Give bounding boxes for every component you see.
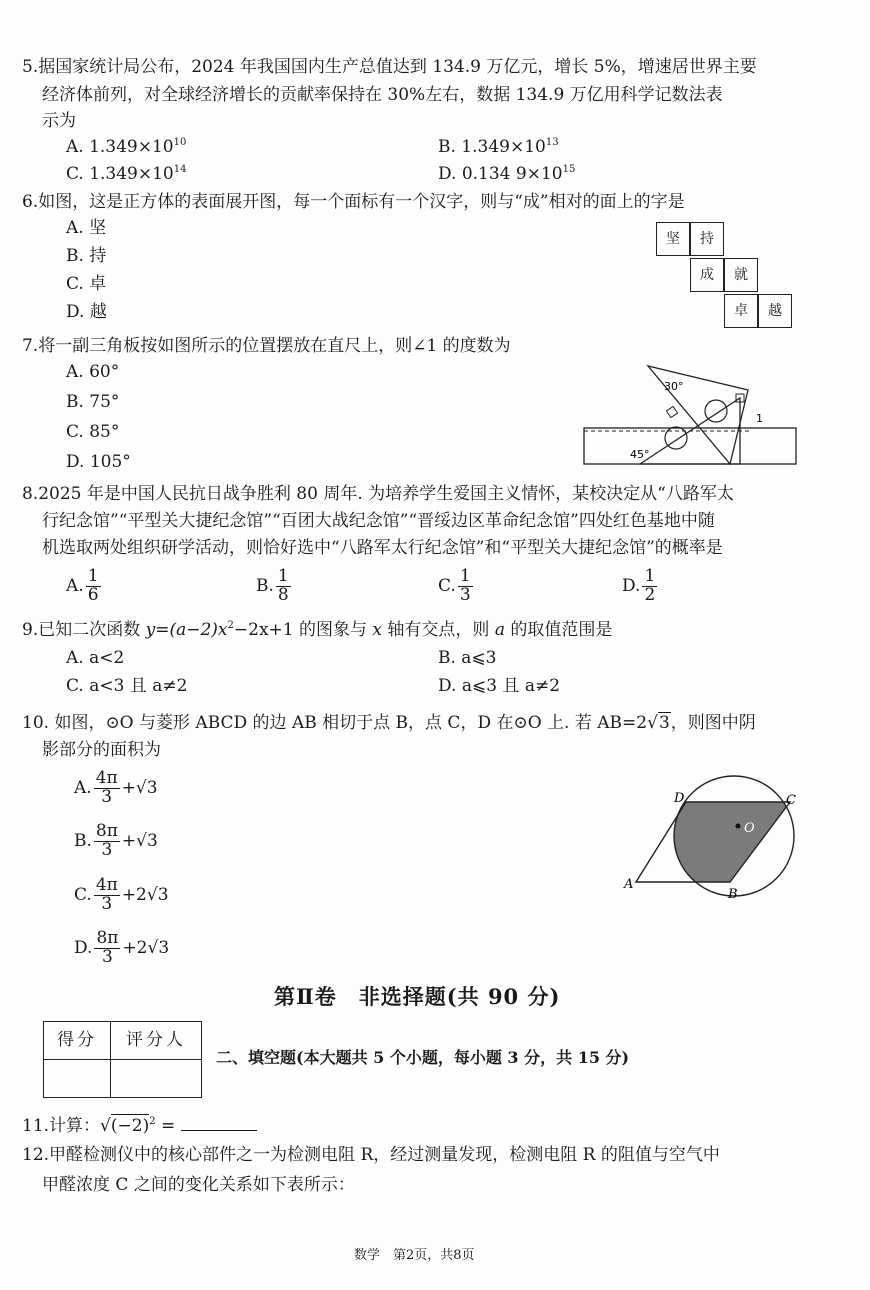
grader-cell[interactable] <box>111 1060 202 1098</box>
q10-option-a: A. $\frac{4\pi}{3}$ +√3 <box>74 768 158 807</box>
q7-option-b: B. 75° <box>66 392 120 412</box>
q10-line2: 影部分的面积为 <box>42 740 161 760</box>
q6-option-d: D. 越 <box>66 302 107 322</box>
q7-option-d: D. 105° <box>66 452 131 472</box>
q6-option-c: C. 卓 <box>66 274 107 294</box>
q10-option-d: D. $\frac{8\pi}{3}$ +2√3 <box>74 928 170 967</box>
q9-option-a: A. a<2 <box>66 648 125 668</box>
q8-line3: 机选取两处组织研学活动，则恰好选中“八路军太行纪念馆”和“平型关大捷纪念馆”的概率是 <box>42 538 723 558</box>
q10-option-b: B. $\frac{8\pi}{3}$ +√3 <box>74 821 158 860</box>
point-a-label: A <box>624 877 634 892</box>
net-cell-1: 坚 <box>656 222 690 256</box>
center-point <box>736 824 741 829</box>
ruler <box>584 428 796 464</box>
q9-option-c: C. a<3 且 a≠2 <box>66 676 188 696</box>
rhombus-circle-diagram <box>620 762 810 904</box>
page-footer: 数学 第2页，共8页 <box>354 1248 475 1263</box>
q8-option-a: A. $\frac{1}{6}$ <box>66 566 99 605</box>
q5-option-d: D. 0.134 $9\times 10^{15}$ <box>438 164 576 184</box>
score-table <box>43 1021 202 1098</box>
hole-upper <box>705 400 727 422</box>
section2-heading: 二、填空题(本大题共 5 个小题，每小题 3 分，共 15 分) <box>216 1048 630 1067</box>
q11-answer-blank[interactable] <box>181 1116 257 1131</box>
q7-option-c: C. 85° <box>66 422 120 442</box>
angle-30-label: 30° <box>664 380 684 393</box>
angle-1-label: 1 <box>756 412 763 425</box>
grader-header: 评分人 <box>111 1022 202 1060</box>
score-header: 得分 <box>44 1022 111 1060</box>
q5-option-c: C. $1.349\times 10^{14}$ <box>66 164 187 184</box>
q5-option-b: B. $1.349\times 10^{13}$ <box>438 137 559 157</box>
q5-line1: 5.据国家统计局公布，2024 年我国国内生产总值达到 134.9 万亿元，增长 5%，增速居世界主要 <box>22 57 757 77</box>
point-d-label: D <box>674 791 685 806</box>
net-cell-4: 就 <box>724 258 758 292</box>
q8-option-d: D. $\frac{1}{2}$ <box>622 566 656 605</box>
q12-line1: 12.甲醛检测仪中的核心部件之一为检测电阻 R，经过测量发现，检测电阻 R 的阻值与空气中 <box>22 1145 720 1165</box>
q5-option-a: A. $1.349\times 10^{10}$ <box>66 137 187 157</box>
q8-line2: 行纪念馆”“平型关大捷纪念馆”“百团大战纪念馆”“晋绥边区革命纪念馆”四处红色基地中随 <box>42 511 715 531</box>
q7-stem: 7.将一副三角板按如图所示的位置摆放在直尺上，则∠1 的度数为 <box>22 336 511 356</box>
point-o-label: O <box>744 821 755 836</box>
q6-option-b: B. 持 <box>66 246 107 266</box>
q6-stem: 6.如图，这是正方体的表面展开图，每一个面标有一个汉字，则与“成”相对的面上的字是 <box>22 192 685 212</box>
net-cell-3: 成 <box>690 258 724 292</box>
angle-45-label: 45° <box>630 448 650 461</box>
right-angle-mark-2 <box>666 406 677 417</box>
q9-option-d: D. a⩽3 且 a≠2 <box>438 676 561 696</box>
part2-title: 第Ⅱ卷 非选择题(共 90 分) <box>274 984 561 1009</box>
q5-line3: 示为 <box>42 111 76 131</box>
net-cell-6: 越 <box>758 294 792 328</box>
q10-option-c: C. $\frac{4\pi}{3}$ +2√3 <box>74 875 169 914</box>
score-cell[interactable] <box>44 1060 111 1098</box>
ruler-triangles-diagram <box>580 358 802 470</box>
q8-line1: 8.2025 年是中国人民抗日战争胜利 80 周年. 为培养学生爱国主义情怀，某校决定从“八路军太 <box>22 484 734 504</box>
q7-option-a: A. 60° <box>66 362 120 382</box>
q5-line2: 经济体前列，对全球经济增长的贡献率保持在 30%左右，数据 134.9 万亿用科学记数法表 <box>42 85 723 105</box>
net-cell-2: 持 <box>690 222 724 256</box>
q8-option-c: C. $\frac{1}{3}$ <box>438 566 471 605</box>
hole-lower <box>665 427 687 449</box>
q6-option-a: A. 坚 <box>66 218 107 238</box>
q10-line1: 10. 如图，⊙O 与菱形 ABCD 的边 AB 相切于点 B，点 C，D 在⊙O 上. 若 AB=2√3，则图中阴 <box>22 713 756 733</box>
cube-net-diagram <box>656 222 796 332</box>
q9-stem: 9.已知二次函数 $y=(a-2)x^2-2x+1$ 的图象与 x 轴有交点，则 a 的取值范围是 <box>22 620 613 640</box>
q9-option-b: B. a⩽3 <box>438 648 497 668</box>
q12-line2: 甲醛浓度 C 之间的变化关系如下表所示： <box>42 1175 355 1195</box>
q11-stem: 11.计算：$√(-2)^2$ = <box>22 1116 257 1136</box>
point-b-label: B <box>728 887 738 902</box>
q8-option-b: B. $\frac{1}{8}$ <box>256 566 289 605</box>
point-c-label: C <box>786 793 796 808</box>
net-cell-5: 卓 <box>724 294 758 328</box>
